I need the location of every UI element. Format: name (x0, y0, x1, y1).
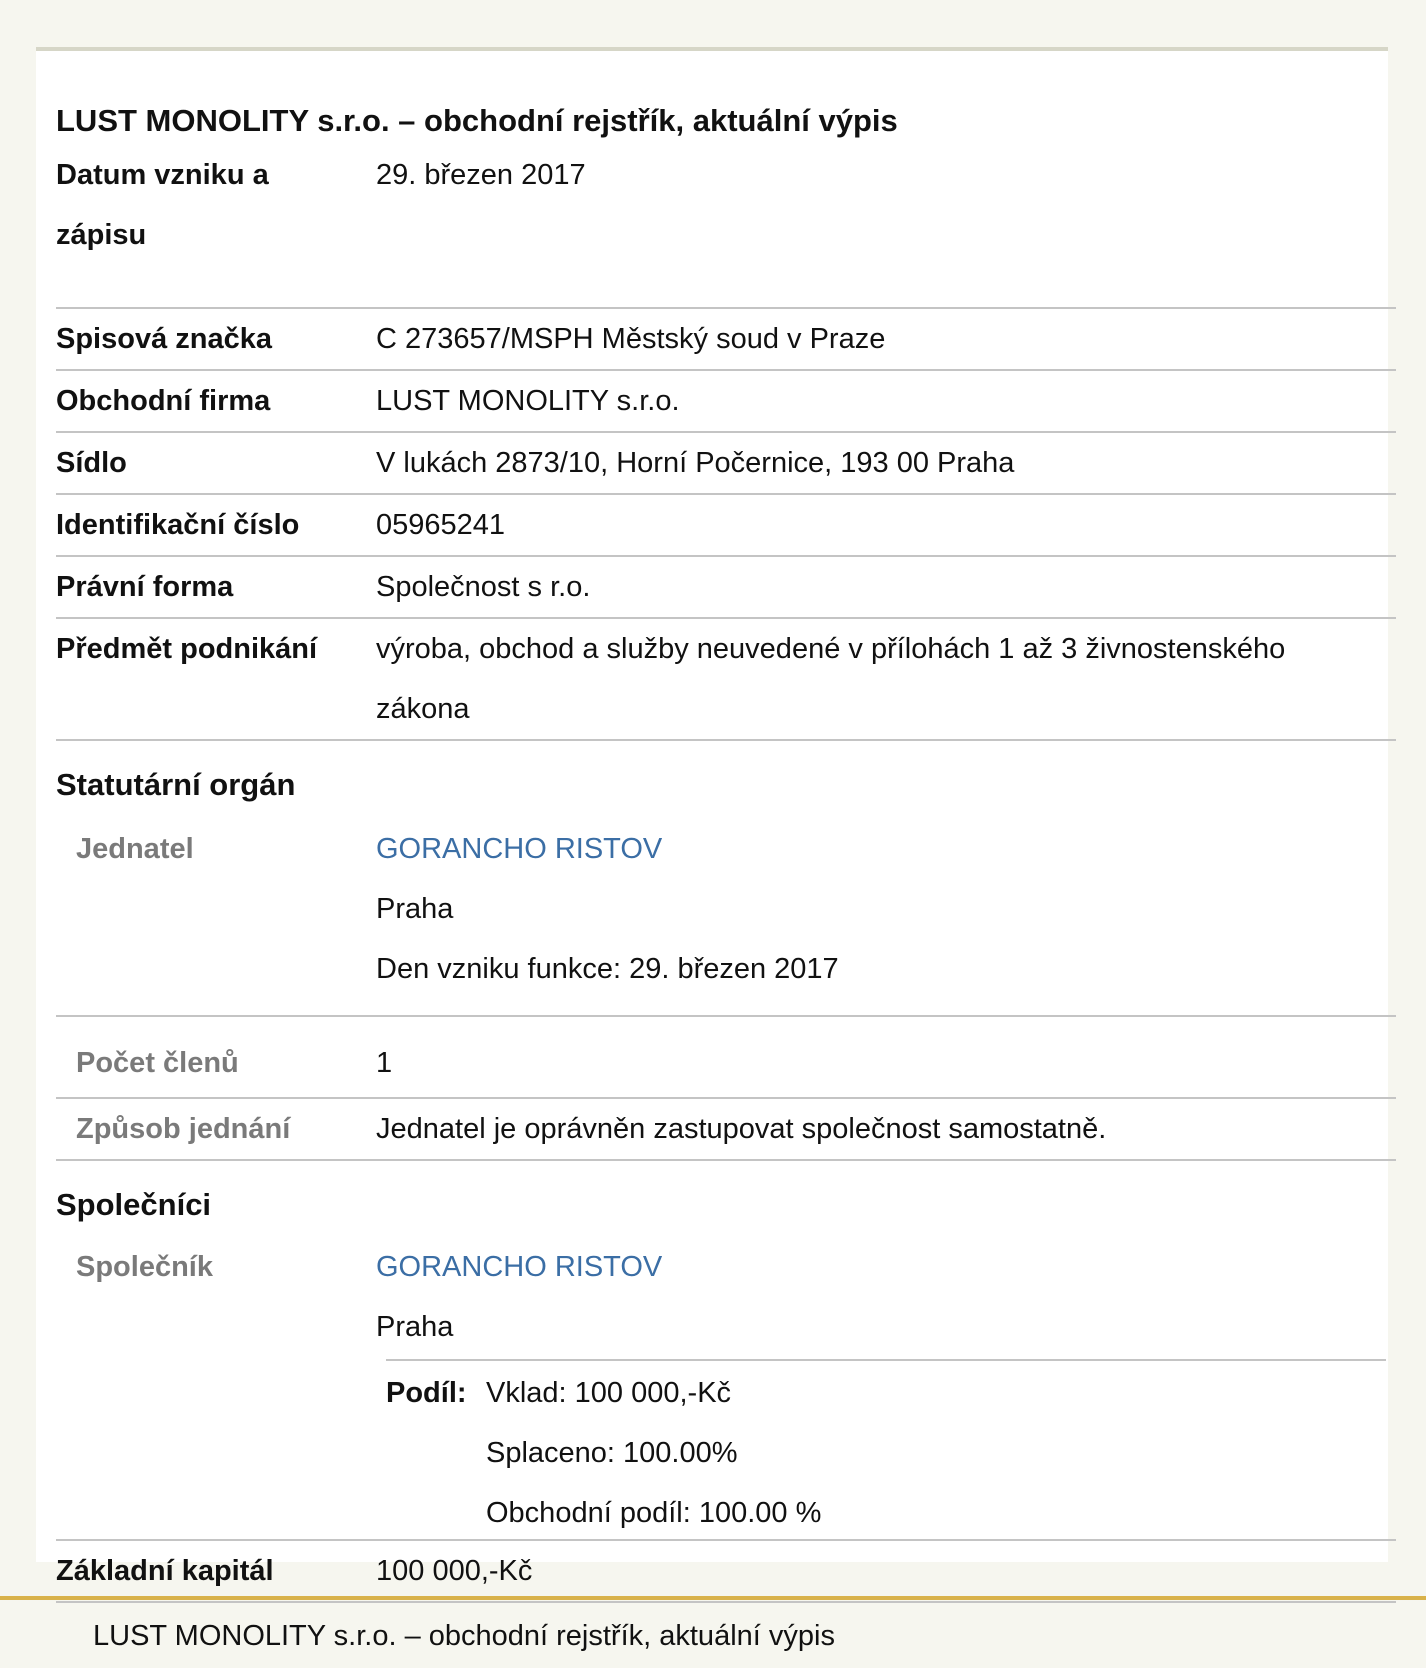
share-values: Vklad: 100 000,-Kč Splaceno: 100.00% Obchodní podíl: 100.00 % (486, 1377, 822, 1529)
row-label: Datum vzniku a zápisu (56, 159, 269, 251)
row-value: 100 000,-Kč (376, 1555, 533, 1587)
page-title: LUST MONOLITY s.r.o. – obchodní rejstřík, aktuální výpis (56, 103, 898, 138)
row-spolecnik (56, 1237, 1396, 1541)
row-label: Obchodní firma (56, 385, 271, 417)
row-value: 29. březen 2017 (376, 159, 586, 191)
row-datum-vzniku (56, 145, 1396, 309)
row-pocet-clenu (56, 1029, 1396, 1099)
row-label: Způsob jednání (76, 1113, 291, 1145)
row-value: Společnost s r.o. (376, 571, 591, 603)
row-value: 05965241 (376, 509, 506, 541)
row-jednatel (56, 819, 1396, 1017)
row-label: Sídlo (56, 447, 127, 479)
row-label: Předmět podnikání (56, 633, 318, 665)
person-link[interactable]: GORANCHO RISTOV (376, 833, 663, 865)
row-zpusob-jednani (56, 1099, 1396, 1161)
row-value: 1 (376, 1047, 393, 1079)
row-value: výroba, obchod a služby neuvedené v přílohách 1 až 3 živnostenského zákona (376, 633, 1286, 725)
row-label: Společník (76, 1251, 213, 1283)
registry-card (36, 47, 1388, 1587)
section-heading-spolecnici: Společníci (56, 1187, 212, 1222)
row-spisova-znacka (56, 309, 1396, 371)
row-label: Počet členů (76, 1047, 239, 1079)
page-footer (0, 1596, 1426, 1668)
footer-title: LUST MONOLITY s.r.o. – obchodní rejstřík, aktuální výpis (93, 1620, 835, 1652)
row-predmet-podnikani (56, 619, 1396, 741)
row-zakladni-kapital (56, 1541, 1396, 1603)
row-identifikacni-cislo (56, 495, 1396, 557)
row-label: Základní kapitál (56, 1555, 274, 1587)
row-value: LUST MONOLITY s.r.o. (376, 385, 680, 417)
row-pravni-forma (56, 557, 1396, 619)
row-value: GORANCHO RISTOV Praha (376, 1237, 1386, 1357)
row-value: GORANCHO RISTOV Praha Den vzniku funkce: 29. březen 2017 (376, 819, 1386, 999)
row-value: V lukách 2873/10, Horní Počernice, 193 00 Praha (376, 447, 1015, 479)
row-value: C 273657/MSPH Městský soud v Praze (376, 323, 886, 355)
share-divider (386, 1359, 1386, 1361)
share-label: Podíl: (386, 1377, 467, 1409)
row-sidlo (56, 433, 1396, 495)
row-label: Jednatel (76, 833, 194, 865)
row-obchodni-firma (56, 371, 1396, 433)
row-label: Identifikační číslo (56, 509, 300, 541)
person-link[interactable]: GORANCHO RISTOV (376, 1251, 663, 1283)
row-label: Spisová značka (56, 323, 272, 355)
row-label: Právní forma (56, 571, 234, 603)
section-heading-statutarni: Statutární orgán (56, 767, 296, 802)
row-value: Jednatel je oprávněn zastupovat společnost samostatně. (376, 1113, 1107, 1145)
